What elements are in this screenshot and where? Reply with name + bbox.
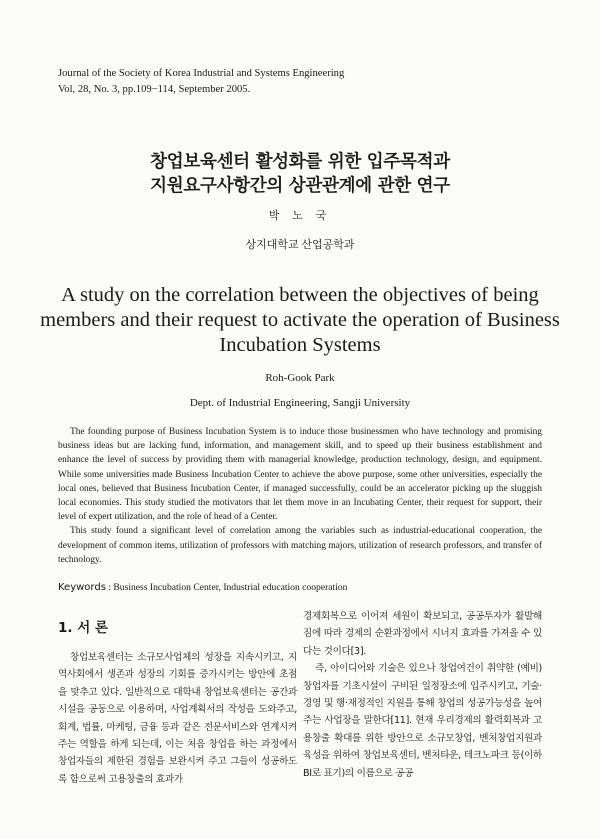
journal-citation	[58, 66, 344, 98]
korean-affiliation: 상지대학교 산업공학과	[245, 239, 355, 251]
body-column-right	[303, 608, 542, 782]
keywords-text: : Business Incubation Center, Industrial education cooperation	[108, 582, 348, 593]
body-column-left	[58, 611, 297, 788]
english-title: A study on the correlation between the objectives of being members and their request to activate the operation of Business Incubation Systems	[40, 284, 560, 356]
abstract-paragraph-1: The founding purpose of Business Incubation System is to induce those businessmen who have technology and promising business ideas but are lacking fund, information, and management skill, and to speed up their business establishment and enhance the level of success by providing them with managerial knowledge, production technology, design, and equipment. While some universities made Business Incubation Center to achieve the above purpose, some other universities, especially the local ones, believed that Business Incubation Center, if managed successfully, could be an accelerator picking up the sluggish local economies. This study studied the motivators that let them move in an Incubating Center, their request for support, their level of expert utilization, and the role of head of a Center.	[58, 427, 542, 523]
english-affiliation: Dept. of Industrial Engineering, Sangji University	[189, 397, 411, 409]
abstract	[58, 425, 542, 567]
section-heading: 1. 서 론	[58, 620, 109, 636]
journal-name: Journal of the Society of Korea Industrial and Systems Engineering	[58, 68, 345, 79]
body-paragraph: 즉, 아이디어와 기술은 있으나 창업여건이 취약한 (예비)창업자를 기초시설이 구비된 일정장소에 입주시키고, 기술·경영 및 행·재정적인 지원을 통해 창업의 성공가능성을 높여주는 사업장을 말한다[11]. 현재 우리경제의 활력회복과 고용창출 확대를 위한 방안으로 소규모창업, 벤처창업지원과 육성을 위하여 창업보육센터, 벤처타운, 테크노파크 등(이하 BI로 표기)의 이름으로 공공	[303, 663, 542, 779]
korean-title	[0, 150, 600, 198]
body-paragraph: 창업보육센터는 소규모사업체의 성장을 지속시키고, 지역사회에서 생존과 성장의 기회를 증가시키는 방안에 초점을 맞추고 있다. 일반적으로 대학내 창업보육센터는 공간과 시설을 공동으로 이용하며, 사업계획서의 작성을 도와주고, 회계, 법률, 마케팅, 금융 등과 같은 전문서비스와 연계시켜주는 역할을 하게 되는데, 이는 처음 창업을 하는 과정에서 창업자들의 제한된 경험을 보완시켜 주고 그들이 성공하도록 함으로써 고용창출의 효과가	[58, 652, 297, 785]
english-author: Roh-Gook Park	[265, 372, 335, 384]
korean-title-line1: 창업보육센터 활성화를 위한 입주목적과	[150, 152, 450, 172]
journal-volume: Vol, 28, No. 3, pp.109−114, September 2005.	[58, 84, 251, 95]
korean-author: 박 노 국	[268, 210, 332, 222]
keywords-label: Keywords	[58, 582, 106, 593]
body-paragraph-continued: 경제회복으로 이어져 세원이 확보되고, 공공투자가 활발해짐에 따라 경제의 순환과정에서 시너지 효과를 가져올 수 있다는 것이다[3].	[303, 611, 542, 657]
korean-title-line2: 지원요구사항간의 상관관계에 관한 연구	[150, 176, 450, 196]
keywords	[58, 582, 548, 593]
abstract-paragraph-2: This study found a significant level of correlation among the variables such as industrial-educational cooperation, the development of common items, utilization of professors with matching majors, utilization of research professors, and transfer of technology.	[58, 526, 542, 565]
